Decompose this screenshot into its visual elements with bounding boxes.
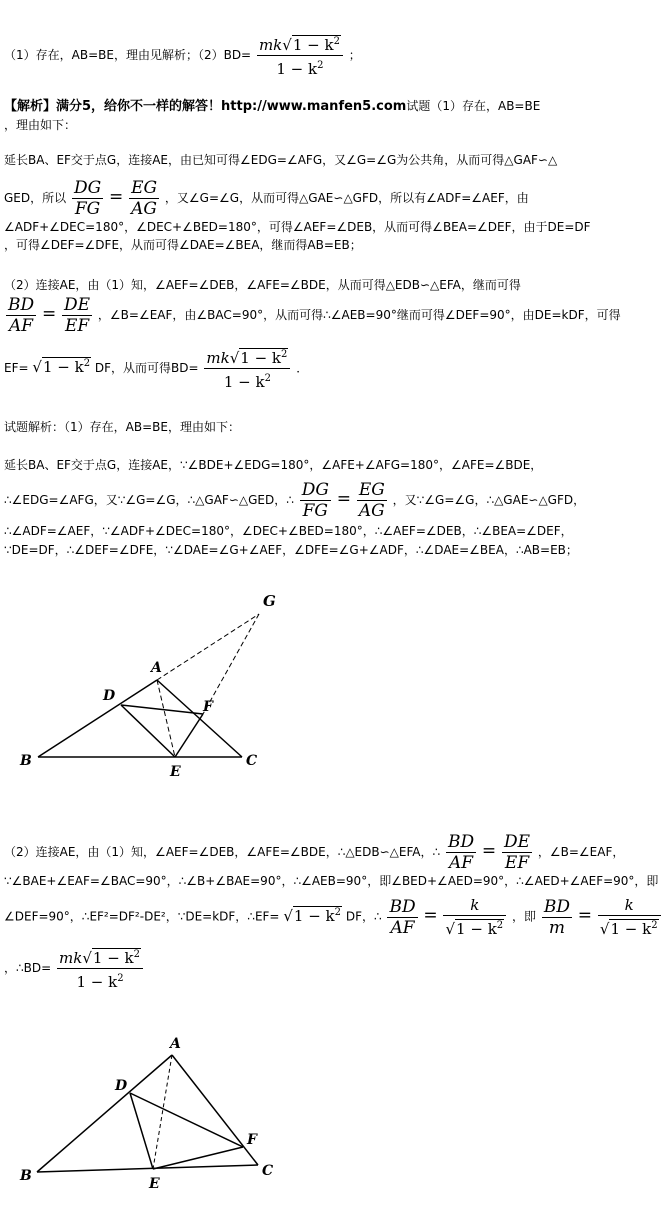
label-g: G — [263, 592, 276, 610]
part2-line-3: ∠DEF=90°，∴EF²=DF²-DE²，∵DE=kDF，∴EF= $√1 - k^2$ DF，∴ $\frac{BD}{AF}$ = $\frac{k}{√1 - k^2}$ ，即 $\frac{BD}{m}$ = $\frac{k}{√1 - k^2}$ — [4, 895, 663, 939]
label-c: C — [246, 753, 258, 769]
segment-df — [121, 705, 203, 714]
segment-df — [130, 1093, 243, 1147]
segment-ef — [175, 714, 203, 757]
label-e: E — [149, 1176, 160, 1192]
analysis-line-3: 延长BA、EF交于点G，连接AE，由已知可得∠EDG=∠AFG，又∠G=∠G为公共角，从而可得△GAF∽△ — [4, 153, 558, 167]
answer-line: （1）存在，AB=BE，理由见解析；（2）BD= $\frac{mk√1 - k^2}{1 - k^2}$ ； — [4, 32, 361, 79]
segment-ba — [38, 680, 157, 757]
analysis-line-6: ，可得∠DEF=∠DFE，从而可得∠DAE=∠BEA，继而得AB=EB； — [4, 238, 362, 252]
analysis-line-9: $EF= √1 - k^2$ DF，从而可得BD= $\frac{mk√1 - k^2}{1 - k^2}$ ． — [4, 349, 309, 391]
part2-line-1: （2）连接AE，由（1）知，∠AEF=∠DEB，∠AFE=∠BDE，∴△EDB∽△EFA，∴ $\frac{BD}{AF}$ = $\frac{DE}{EF}$ ，∠B=∠EAF， — [4, 832, 625, 873]
analysis-header: 【解析】满分5，给你不一样的解答！http://www.manfen5.com试题（1）存在，AB=BE — [4, 99, 541, 114]
analysis-line-4: GED，所以 $\frac{DG}{FG}$ = $\frac{EG}{AG}$ ，又∠G=∠G，从而可得△GAE∽△GFD，所以有∠ADF=∠AEF，由 — [4, 178, 529, 219]
label-b: B — [20, 753, 32, 769]
label-f: F — [247, 1132, 257, 1148]
answer-text: （1）存在，AB=BE，理由见解析；（2）BD= — [4, 48, 252, 62]
solution-line-3: ∴∠EDG=∠AFG，又∵∠G=∠G，∴△GAF∽△GED，∴ $\frac{DG}{FG}$ = $\frac{EG}{AG}$ ，又∵∠G=∠G，∴△GAE∽△GFD， — [4, 480, 586, 521]
segment-ba — [37, 1055, 172, 1172]
label-a: A — [151, 660, 162, 676]
bd-formula-fraction: $\frac{mk√1 - k^2}{1 - k^2}$ — [257, 32, 343, 79]
label-f: F — [203, 699, 213, 715]
analysis-line-8: $\frac{BD}{AF}$ = $\frac{DE}{EF}$ ，∠B=∠EAF，由∠BAC=90°，从而可得∴∠AEB=90°继而可得∠DEF=90°，由DE=kDF，可得 — [8, 295, 621, 336]
segment-de — [121, 705, 175, 757]
dashed-ae — [157, 680, 175, 757]
label-d: D — [103, 688, 116, 704]
label-c: C — [262, 1163, 274, 1179]
label-e: E — [170, 764, 181, 780]
part2-line-2: ∵∠BAE+∠EAF=∠BAC=90°，∴∠B+∠BAE=90°，∴∠AEB=90°，即∠BED+∠AED=90°，∴∠AED+∠AEF=90°，即 — [4, 874, 659, 888]
segment-de — [130, 1093, 153, 1169]
analysis-line-7: （2）连接AE，由（1）知，∠AEF=∠DEB，∠AFE=∠BDE，从而可得△EDB∽△EFA，继而可得 — [4, 278, 521, 292]
geometry-figure-2 — [0, 1030, 320, 1230]
segment-ac — [172, 1055, 258, 1165]
segment-bc — [37, 1165, 258, 1172]
label-d: D — [115, 1078, 128, 1094]
dashed-ag — [157, 614, 259, 680]
label-a: A — [170, 1036, 181, 1052]
part2-line-4: ，∴BD= $\frac{mk√1 - k^2}{1 - k^2}$ — [4, 945, 145, 992]
analysis-line-5: ∠ADF+∠DEC=180°，∠DEC+∠BED=180°，可得∠AEF=∠DEB，从而可得∠BEA=∠DEF，由于DE=DF — [4, 220, 591, 234]
analysis-line-2: ，理由如下： — [4, 118, 77, 132]
solution-line-5: ∵DE=DF，∴∠DEF=∠DFE，∵∠DAE=∠G+∠AEF，∠DFE=∠G+∠ADF，∴∠DAE=∠BEA，∴AB=EB； — [4, 543, 578, 557]
solution-line-2: 延长BA、EF交于点G，连接AE，∵∠BDE+∠EDG=180°，∠AFE+∠AFG=180°，∠AFE=∠BDE， — [4, 458, 543, 472]
solution-line-4: ∴∠ADF=∠AEF，∵∠ADF+∠DEC=180°，∠DEC+∠BED=180°，∴∠AEF=∠DEB，∴∠BEA=∠DEF， — [4, 524, 573, 538]
solution-line-1: 试题解析：（1）存在，AB=BE，理由如下： — [4, 420, 240, 434]
label-b: B — [20, 1168, 32, 1184]
geometry-figure-1 — [0, 580, 320, 790]
